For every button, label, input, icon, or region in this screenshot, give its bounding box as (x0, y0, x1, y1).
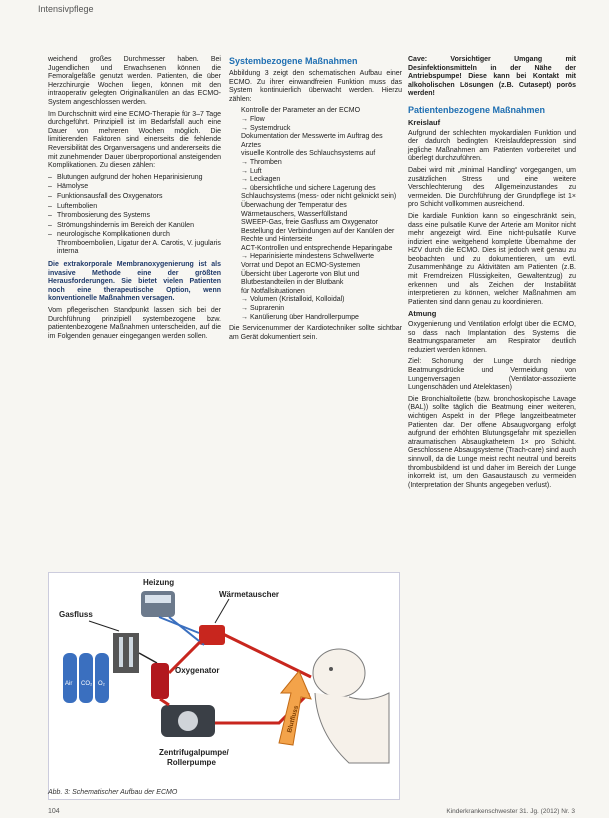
col3-paragraph-5: Die Bronchialtoilette (bzw. bronchoskopische Lavage (BAL)) sollte täglich die Beatmung einer weiteren, wichtigen Aspekt in der Pflege langzeitbeatmeter Patienten dar. Der offene Absaugvorgang erfolgt aufgrund der erhöhten Blutungsgefahr mit speziellen atraumatischen Absaugkathetern 1× pro Schicht. Geschlossene Absaugsysteme (Trach-care) sind auch sinnvoll, da die Lunge meist recht neutral und bereits thrombusbildend ist und daher im Bereich der Lunge inkorrekt ist, um den Gasaustausch zu vermeiden (Interpretation der Shunts angegeben verlust). (408, 395, 576, 489)
ecmo-diagram (49, 573, 399, 789)
list-item: für Notfallsituationen (241, 287, 305, 295)
subheading-atmung: Atmung (408, 309, 437, 319)
col3-paragraph-1: Aufgrund der schlechten myokardialen Funktion und der dadurch bedingten Kreislaufdepression sind jegliche Maßnahmen am Patienten vorbereitet und überlegt durchzuführen. (408, 129, 576, 163)
patient-body (315, 693, 389, 763)
col2-intro: Abbildung 3 zeigt den schematischen Aufbau einer ECMO. Zu ihrer einwandfreien Funktion muss das System kontinuierlich überwacht werden. Hierzu zählen: (229, 70, 402, 103)
list-item: – Hämolyse (48, 183, 221, 192)
list-item: Bestellung der Verbindungen auf der Kanülen der Rechte und Hinterseite (241, 227, 395, 244)
list-item: → Kanülierung über Handrollerpumpe (241, 313, 359, 321)
heater-unit (141, 591, 175, 617)
patient-head (313, 649, 365, 697)
label-pump-line-2: Rollerpumpe (167, 758, 216, 767)
label-oxygenator: Oxygenator (175, 666, 220, 675)
list-item: Vorrat und Depot an ECMO-Systemen (241, 262, 361, 270)
journal-footer: Kinderkrankenschwester 31. Jg. (2012) Nr. 3 (446, 808, 575, 815)
flowmeter-tube (119, 637, 123, 667)
list-item: Überwachung der Temperatur des Wärmetauschers, Wasserfüllstand (241, 201, 348, 218)
label-gas-air: Air (65, 681, 73, 687)
waermetauscher-pointer (215, 599, 229, 623)
list-item: → Luft (241, 167, 262, 175)
list-item: Übersicht über Lagerorte von Blut und Blutbestandteilen in der Blutbank (241, 270, 360, 287)
heater-display (145, 595, 171, 603)
col3-paragraph-4: Oxygenierung und Ventilation erfolgt über die ECMO, so dass nach Implantation des Systems die Beatmungsparameter am Respirator deutlich reduziert werden können. (408, 321, 576, 354)
col3-paragraph-3: Die kardiale Funktion kann so eingeschränkt sein, dass eine pulsatile Kurve der Arterie am Monitor nicht mehr angezeigt wird. Eine nicht-pulsatile Kurve indiziert eine weitgehend komplette Übernahme der HZV durch die ECMO. Dies ist jedoch weit genau zu beobachten und zu dokumentieren, um evtl. Zusammenhänge zu Aktivitäten am Patienten (z.B. mit Fremdreizen Flüssigkeiten, Gewaltentzug) zu erkennen und als Zeichen der Instabilität interpretieren zu können, welcher Maßnahmen am Patienten sind dann genau zu koordinieren. (408, 212, 576, 306)
oxygenator (151, 663, 169, 699)
label-gas-o2: O₂ (98, 681, 105, 687)
goal-note (408, 358, 576, 392)
list-item: → übersichtliche und sichere Lagerung des Schlauchsystems (mess- oder nicht geknickt sein) (241, 184, 397, 201)
gas-cylinder-co2 (79, 653, 93, 703)
col3-paragraph-2: Dabei wird mit „minimal Handling“ vorgegangen, um zusätzlichen Stress und eine weitere Verschlechterung des Allgemeinzustandes zu vermeiden. Die Durchführung der Grundpflege ist 1× pro Schicht vollkommen ausreichend. (408, 166, 576, 209)
list-item: – Blutungen aufgrund der hohen Heparinisierung (48, 174, 221, 183)
list-item: → Volumen (Kristalloid, Kolloidal) (241, 296, 345, 304)
figure-caption: Abb. 3: Schematischer Aufbau der ECMO (48, 789, 178, 796)
column-1 (48, 56, 221, 344)
list-item: → Heparinisierte mindestens Schwellwerte (241, 253, 375, 261)
list-item: visuelle Kontrolle des Schlauchsystems auf (241, 150, 376, 158)
col1-paragraph-2: Im Durchschnitt wird eine ECMO-Therapie für 3–7 Tage durchgeführt. Prinzipiell ist im Bedarfsfall auch eine Dauer von mehreren Wochen möglich. Die limitierenden Faktoren sind einerseits die fehlende Reversibilität des Organversagens und andererseits die mit zunehmender Dauer überproportional ansteigenden Komplikationen. Zu diesen zählen: (48, 110, 221, 170)
gas-cylinder-o2 (95, 653, 109, 703)
flowmeter-tube (129, 637, 133, 667)
running-head: Intensivpflege (38, 4, 94, 14)
list-item: – Funktionsausfall des Oxygenators (48, 193, 221, 202)
list-item: – Thrombosierung des Systems (48, 212, 221, 221)
water-hose (169, 617, 204, 645)
subheading-kreislauf: Kreislauf (408, 117, 441, 127)
list-item: ACT-Kontrollen und entsprechende Heparingabe (241, 244, 393, 252)
ecmo-figure (48, 572, 400, 800)
column-2 (229, 56, 402, 345)
col2-outro: Die Servicenummer der Kardiotechniker sollte sichtbar am Gerät dokumentiert sein. (229, 325, 402, 341)
label-gasfluss: Gasfluss (59, 610, 93, 619)
col1-paragraph-1: weichend großes Durchmesser haben. Bei Jugendlichen und Erwachsenen können die Femoralgefäße genutzt werden. Patienten, die über Herzchirurgie Wochen liegen, können mit den intraoperativ gelegten Originalkanülen an das ECMO-System angeschlossen werden. (48, 56, 221, 106)
list-item: → Flow (241, 115, 265, 123)
col1-paragraph-3: Vom pflegerischen Standpunkt lassen sich bei der Durchführung prinzipiell systembezogene bzw. patientenbezogene Maßnahmen unterscheiden, auf die im Folgenden genauer eingegangen werden sollen. (48, 307, 221, 340)
patient-eye (329, 667, 333, 671)
gas-flowmeter (113, 633, 139, 673)
pump-head (178, 711, 198, 731)
gas-line (139, 653, 157, 663)
complications-list (48, 174, 221, 257)
section-heading-patient: Patientenbezogene Maßnahmen (408, 104, 546, 115)
goal-text: Schonung der Lunge durch niedrige Beatmungsdrücke und Vermeidung von Lungenversagen (Ventilator-assoziierte Lungenschäden und Atelektasen) (408, 358, 576, 392)
monitoring-list (229, 107, 402, 322)
column-3 (408, 56, 576, 493)
list-item: SWEEP-Gas, freie Gasfluss am Oxygenator (241, 219, 378, 227)
list-item: – Luftembolien (48, 203, 221, 212)
highlight-paragraph: Die extrakorporale Membranoxygenierung ist als invasive Methode eine der größten Herausforderungen. Sie bietet vielen Patienten noch eine therapeutische Option, wenn konventionelle Maßnahmen versagen. (48, 261, 221, 303)
gasfluss-pointer (89, 621, 119, 631)
blood-line-connector (160, 699, 169, 705)
list-item: – Strömungshindernis im Bereich der Kanülen (48, 222, 221, 231)
page-number: 104 (48, 808, 60, 815)
label-waermetauscher: Wärmetauscher (219, 590, 280, 599)
list-item: – neurologische Komplikationen durch Thromboembolien, Ligatur der A. Carotis, V. jugularis interna (48, 231, 221, 257)
label-gas-co2: CO₂ (81, 681, 93, 687)
gas-cylinder-air (63, 653, 77, 703)
list-item: → Leckagen (241, 176, 281, 184)
list-item: Kontrolle der Parameter an der ECMO (241, 107, 361, 115)
list-item: → Suprarenin (241, 305, 285, 313)
caution-note: Cave: Vorsichtiger Umgang mit Desinfektionsmitteln in der Nähe der Antriebspumpe! Diese kann bei Kontakt mit alkoholischen Lösungen (z.B. Cutasept) porös werden! (408, 56, 576, 98)
label-pump-line-1: Zentrifugalpumpe/ (159, 748, 229, 757)
goal-label: Ziel: (408, 358, 422, 366)
list-item: Dokumentation der Messwerte im Auftrag des Arztes (241, 133, 383, 149)
label-flow-arrow: Blutfluss (286, 704, 301, 734)
label-heizung: Heizung (143, 578, 175, 587)
section-heading-system: Systembezogene Maßnahmen (229, 56, 358, 66)
list-item: → Systemdruck (241, 124, 291, 132)
list-item: → Thromben (241, 158, 282, 166)
